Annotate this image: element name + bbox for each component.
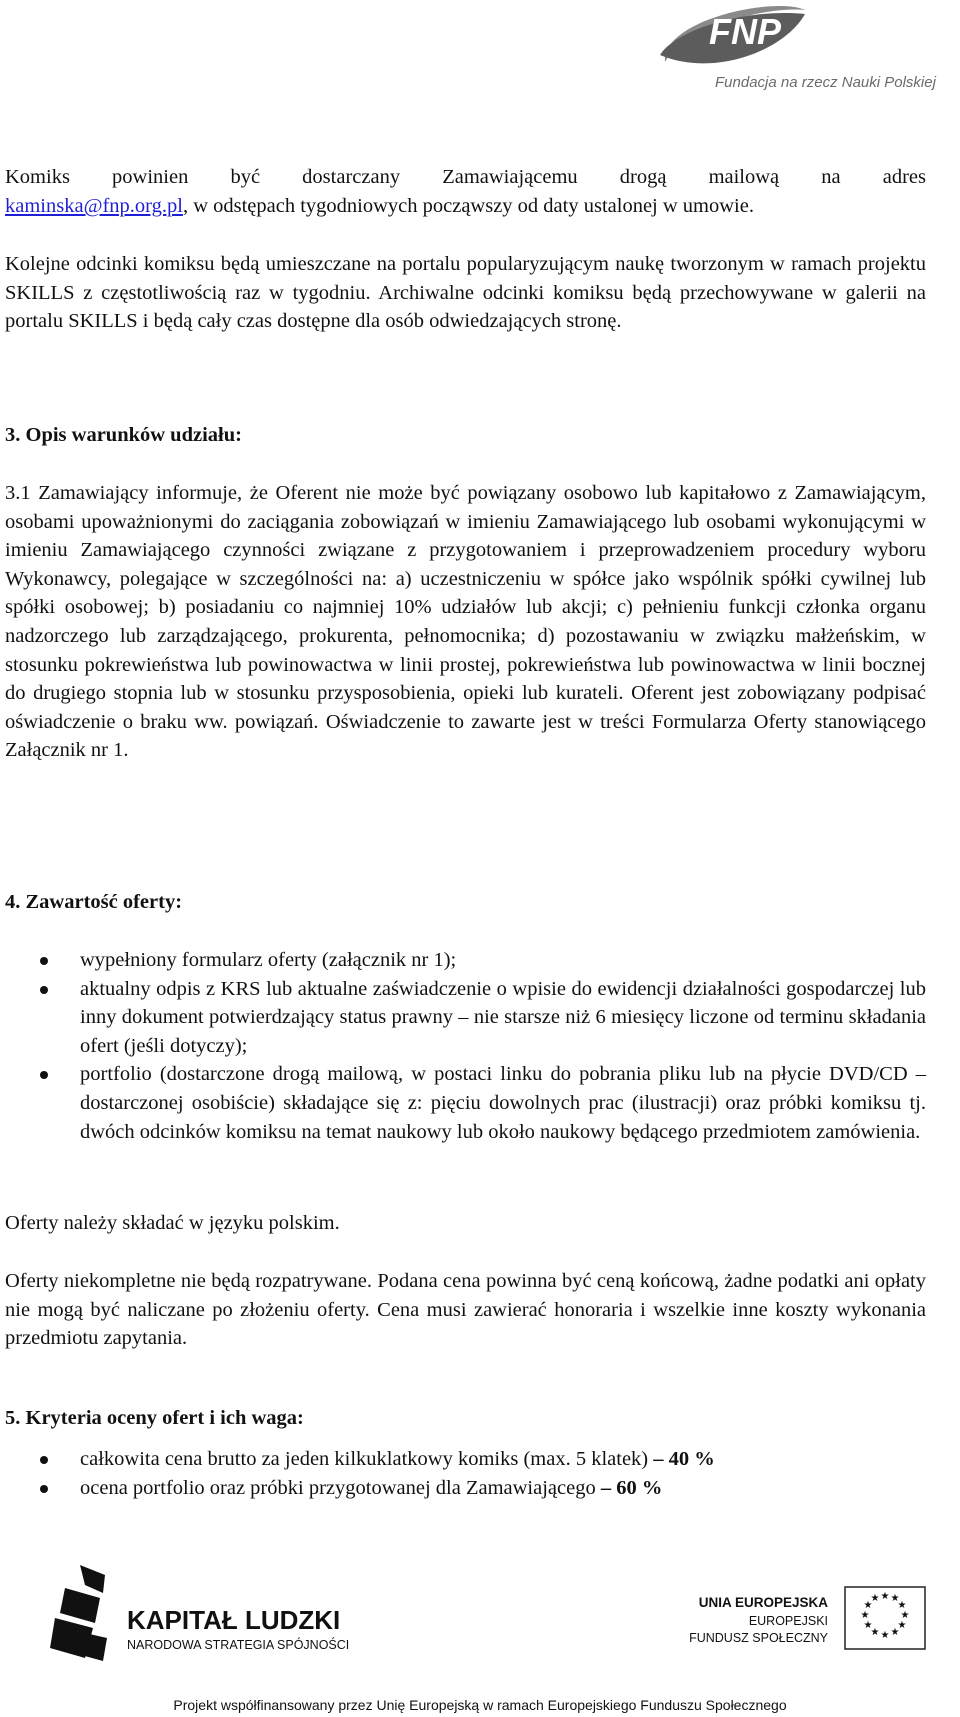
svg-text:★: ★ [860, 1610, 870, 1621]
svg-text:★: ★ [890, 1627, 900, 1638]
svg-text:★: ★ [863, 1600, 873, 1611]
list-item: ocena portfolio oraz próbki przygotowanej dla Zamawiającego – 60 % [40, 1474, 926, 1503]
bullet-icon [40, 1071, 48, 1079]
criterion-weight: – 40 % [653, 1448, 715, 1470]
email-link[interactable]: kaminska@fnp.org.pl [5, 195, 183, 217]
eu-line-1: UNIA EUROPEJSKA [698, 1595, 828, 1610]
section-3-heading: 3. Opis warunków udziału: [5, 424, 242, 446]
svg-text:★: ★ [863, 1620, 873, 1631]
intro-paragraph-2: Kolejne odcinki komiksu będą umieszczane na portalu popularyzującym naukę tworzonym w ramach projektu SKILLS z częstotliwością raz w tygodniu. Archiwalne odcinki komiksu będą przechowywane w galerii na portalu SKILLS i będą cały czas dostępne dla osób odwiedzających stronę. [5, 253, 926, 333]
eu-flag-icon [844, 1586, 926, 1650]
kapital-ludzki-subtitle: NARODOWA STRATEGIA SPÓJNOŚCI [127, 1638, 350, 1652]
section-5-heading: 5. Kryteria oceny ofert i ich waga: [5, 1407, 304, 1429]
fnp-logo [655, 0, 955, 100]
bullet-icon [40, 1485, 48, 1493]
kapital-ludzki-emblem-icon [45, 1563, 115, 1668]
svg-text:★: ★ [880, 1630, 890, 1641]
kapital-ludzki-title: KAPITAŁ LUDZKI [127, 1605, 341, 1635]
criterion-weight: – 60 % [600, 1476, 663, 1499]
intro-paragraph-1-rest: , w odstępach tygodniowych począwszy od daty ustalonej w umowie. [182, 195, 754, 217]
svg-text:★: ★ [900, 1610, 910, 1621]
incomplete-offers-note: Oferty niekompletne nie będą rozpatrywane. Podana cena powinna być ceną końcową, żadne podatki ani opłaty nie mogą być naliczane po złożeniu oferty. Cena musi zawierać honoraria i wszelkie inne koszty wykonania przedmiotu zapytania. [5, 1270, 926, 1350]
section-3-body: 3.1 Zamawiający informuje, że Oferent nie może być powiązany osobowo lub kapitałowo z Zamawiającym, osobami upoważnionymi do zaciągania zobowiązań w imieniu Zamawiającego lub osobami wykonującymi w imieniu Zamawiającego czynności związane z przygotowaniem i przeprowadzeniem procedury wyboru Wykonawcy, polegające w szczególności na: a) uczestniczeniu w spółce jako wspólnik spółki cywilnej lub spółki osobowej; b) posiadaniu co najmniej 10% udziałów lub akcji; c) pełnieniu funkcji członka organu nadzorczego lub zarządzającego, prokurenta, pełnomocnika; d) pozostawaniu w związku małżeńskim, w stosunku pokrewieństwa lub powinowactwa w linii prostej, pokrewieństwa lub powinowactwa w linii bocznej do drugiego stopnia lub w stosunku przysposobienia, opieki lub kurateli. Oferent jest zobowiązany podpisać oświadczenie o braku ww. powiązań. Oświadczenie to zawarte jest w treści Formularza Oferty stanowiącego Załącznik nr 1. [5, 482, 926, 762]
fnp-logo-name: Fundacja na rzecz Nauki Polskiej [715, 74, 936, 91]
list-item: wypełniony formularz oferty (załącznik nr 1); [40, 946, 926, 975]
list-item: portfolio (dostarczone drogą mailową, w postaci linku do pobrania pliku lub na płycie DVD/CD – dostarczonej osobiście) składające się z: pięciu dowolnych prac (ilustracji) oraz próbki komiksu tj. dwóch odcinków komiksu na temat naukowy lub około naukowy będącego przedmiotem zamówienia. [40, 1060, 926, 1146]
svg-text:★: ★ [890, 1593, 900, 1604]
offer-contents-list [40, 946, 926, 1146]
bullet-icon [40, 957, 48, 965]
svg-text:★: ★ [870, 1593, 880, 1604]
intro-paragraph-1-line-1: Komiks powinien być dostarczany Zamawiającemu drogą mailową na adres [5, 166, 926, 188]
eu-line-2: EUROPEJSKI [748, 1614, 828, 1628]
language-note: Oferty należy składać w języku polskim. [5, 1212, 340, 1234]
list-item: aktualny odpis z KRS lub aktualne zaświadczenie o wpisie do ewidencji działalności gospodarczej lub inny dokument potwierdzający status prawny – nie starsze niż 6 miesięcy liczone od terminu składania ofert (jeśli dotyczy); [40, 975, 926, 1061]
svg-text:★: ★ [897, 1620, 907, 1631]
eu-logo [670, 1580, 940, 1670]
fnp-logo-abbr: FNP [709, 11, 781, 52]
cofinance-statement: Projekt współfinansowany przez Unię Europejską w ramach Europejskiego Funduszu Społecznego [173, 1697, 787, 1713]
criteria-list [40, 1445, 926, 1502]
svg-text:★: ★ [870, 1627, 880, 1638]
svg-text:★: ★ [880, 1591, 890, 1602]
section-4-heading: 4. Zawartość oferty: [5, 891, 183, 913]
kapital-ludzki-logo [45, 1563, 405, 1668]
bullet-icon [40, 986, 48, 994]
intro-paragraph-1-line-2 [5, 192, 926, 221]
eu-line-3: FUNDUSZ SPOŁECZNY [689, 1631, 828, 1645]
svg-text:★: ★ [897, 1600, 907, 1611]
list-item: całkowita cena brutto za jeden kilkuklatkowy komiks (max. 5 klatek) – 40 % [40, 1445, 926, 1474]
bullet-icon [40, 1456, 48, 1464]
